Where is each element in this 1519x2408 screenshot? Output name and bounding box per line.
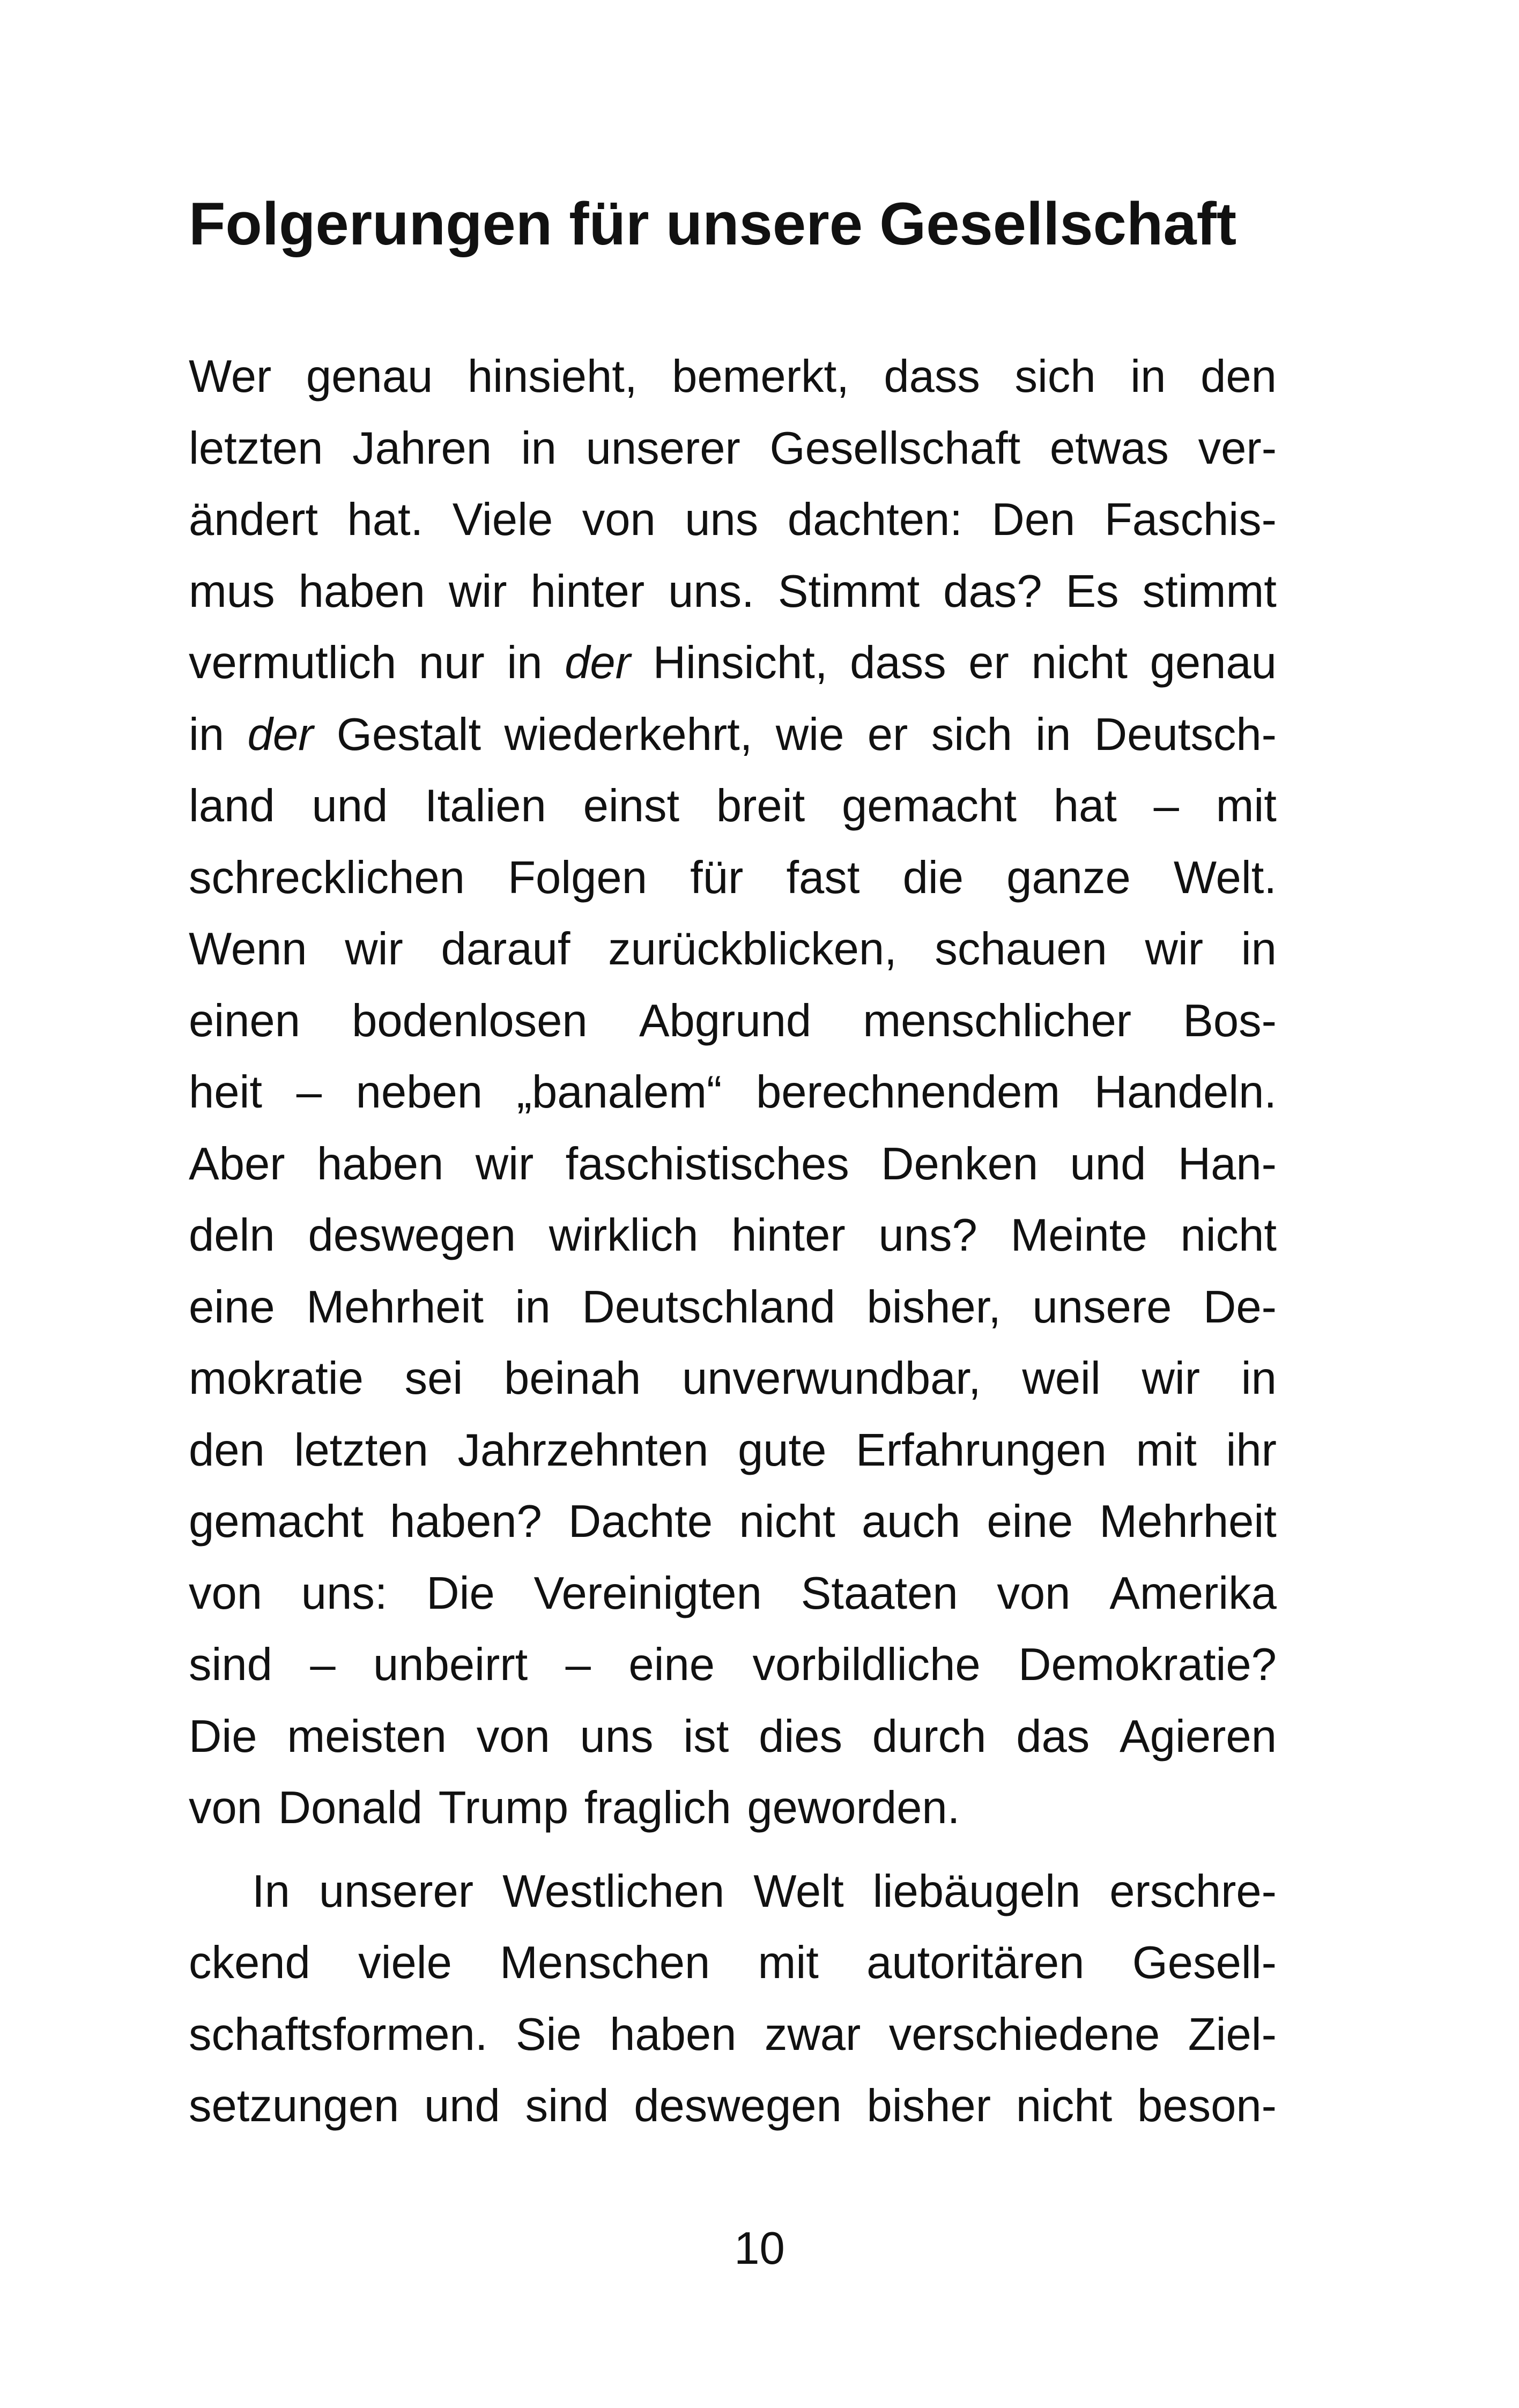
word: Dachte [568,1496,713,1547]
page-number: 10 [734,2223,785,2274]
word: deswegen [308,1210,516,1261]
text-line [189,1927,1277,1999]
text-line [189,1343,1277,1415]
word: Viele [452,494,553,545]
word: ändert [189,494,318,545]
word: in [1130,351,1166,402]
word: fraglich [584,1782,731,1833]
word: setzungen [189,2080,399,2131]
word: hat. [347,494,424,545]
word: dies [759,1711,843,1762]
word: eine [189,1281,275,1333]
word: nicht [1031,637,1128,688]
word: unsere [1032,1281,1172,1333]
word: wiederkehrt, [504,709,753,760]
word: von [189,1567,263,1619]
word: ckend [189,1937,310,1988]
word: menschlicher [863,995,1132,1046]
word: wirklich [549,1210,699,1261]
word: Welt [753,1866,844,1917]
word: schauen [935,924,1107,975]
word: Deutschland [582,1281,835,1333]
word: mit [1136,1424,1197,1476]
word: unbeirrt [373,1639,528,1690]
word: gute [737,1424,827,1476]
word: Den [991,494,1076,545]
word: sich [1014,351,1096,402]
word: haben [610,2009,737,2060]
word: erschre- [1109,1866,1277,1917]
paragraph [189,341,1277,1844]
word: Staaten [801,1567,958,1619]
word: für [690,852,744,903]
word: Bos- [1183,995,1277,1046]
word: vermutlich [189,637,397,688]
word: faschistisches [565,1138,849,1190]
word: bisher [866,2080,991,2131]
word: den [1201,351,1277,402]
word: neben [355,1067,483,1118]
word: Folgen [508,852,647,903]
text-line [189,484,1277,556]
text-line [189,1999,1277,2071]
word: meisten [287,1711,447,1762]
word: Sie [515,2009,582,2060]
word: sind [525,2080,609,2131]
word: genau [306,351,433,402]
word: Amerika [1109,1567,1277,1619]
word: einst [583,781,680,831]
word: das? [943,566,1042,617]
word: Han- [1177,1138,1277,1190]
word: dass [884,351,980,402]
word: Mehrheit [1099,1496,1277,1547]
word: wir [1145,924,1204,975]
word: heit [189,1067,263,1118]
word: stimmt [1142,566,1277,617]
text-line [189,985,1277,1057]
word: – [296,1067,322,1118]
word: beinah [504,1353,641,1404]
word: Erfahrungen [856,1424,1107,1476]
text-line [189,556,1277,628]
word: vorbildliche [752,1639,981,1690]
word: Wenn [189,924,307,975]
word: wir [345,924,403,975]
word: ist [683,1711,729,1762]
word: letzten [189,422,323,474]
word: Trump [438,1782,569,1833]
word: in [1241,1353,1277,1404]
word: berechnendem [756,1067,1061,1118]
text-line [189,1558,1277,1630]
word: Die [189,1711,257,1762]
word: deswegen [634,2080,842,2131]
word: unserer [318,1866,474,1917]
word: deln [189,1210,275,1261]
word: uns [580,1711,654,1762]
word: genau [1150,637,1277,688]
word: uns [685,494,759,545]
word: zwar [764,2009,861,2060]
word: Es [1065,566,1119,617]
word: bemerkt, [672,351,849,402]
word: hat [1053,781,1117,831]
text-line [189,1057,1277,1128]
word: in [1241,924,1277,975]
word: mus [189,566,275,617]
word: verschiedene [888,2009,1160,2060]
word: „banalem“ [516,1067,722,1118]
word: Hinsicht, [653,637,828,688]
chapter-title: Folgerungen für unsere Gesellschaft [189,190,1237,257]
word: schaftsformen. [189,2009,488,2060]
word: Gesellschaft [769,422,1021,474]
word: und [312,781,388,831]
word: Mehrheit [306,1281,484,1333]
word: durch [872,1711,987,1762]
word: ver- [1198,422,1277,474]
word: und [1070,1138,1146,1190]
word: sind [189,1639,272,1690]
word: Gestalt [336,709,481,760]
word: dass [850,637,946,688]
text-line [189,699,1277,771]
text-line [189,1272,1277,1343]
word: schrecklichen [189,852,465,903]
word: unverwundbar, [682,1353,981,1404]
text-line [189,1772,1277,1844]
word: nicht [739,1496,835,1547]
word: etwas [1049,422,1169,474]
word: letzten [294,1424,428,1476]
word: Aber [189,1138,285,1190]
word: Agieren [1120,1711,1277,1762]
word: hinsieht, [467,351,638,402]
word: eine [987,1496,1073,1547]
word: hinter [530,566,645,617]
word: nicht [1016,2080,1113,2131]
word: wir [448,566,507,617]
word: beson- [1137,2080,1277,2131]
word: nicht [1180,1210,1277,1261]
word: Meinte [1010,1210,1147,1261]
word: Westlichen [502,1866,725,1917]
word: Handeln. [1094,1067,1277,1118]
text-line [189,413,1277,485]
body-text [189,341,1277,2142]
paragraph-gap [189,1844,1277,1856]
text-line [189,627,1277,699]
word: in [1035,709,1071,760]
word: den [189,1424,265,1476]
word: zurückblicken, [608,924,897,975]
text-line [189,1200,1277,1272]
text-line [189,1415,1277,1487]
word: bisher, [866,1281,1001,1333]
word: Stimmt [777,566,920,617]
word: breit [716,781,805,831]
word: wir [1142,1353,1201,1404]
word: Abgrund [639,995,812,1046]
word: – [310,1639,336,1690]
word: der [565,637,631,688]
word: Ziel- [1188,2009,1277,2060]
word: uns. [668,566,754,617]
text-line [189,1629,1277,1701]
word: dachten: [787,494,962,545]
word: liebäugeln [872,1866,1081,1917]
text-line [189,842,1277,914]
text-line [189,913,1277,985]
word: unserer [586,422,740,474]
word: haben [316,1138,444,1190]
word: eine [628,1639,715,1690]
word: in [189,709,225,760]
word: Menschen [500,1937,710,1988]
word: geworden. [747,1782,960,1833]
word: der [247,709,314,760]
word: in [521,422,557,474]
text-line [189,1856,1277,1928]
word: Denken [881,1138,1039,1190]
word: einen [189,995,300,1046]
word: von [189,1782,263,1833]
text-line [189,770,1277,842]
word: nur [418,637,485,688]
word: Jahrzehnten [457,1424,709,1476]
word: Gesell- [1132,1937,1277,1988]
word: gemacht [841,781,1017,831]
word: In [252,1866,290,1917]
word: uns? [878,1210,977,1261]
word: Italien [425,781,546,831]
text-line [189,1701,1277,1773]
word: Deutsch- [1094,709,1277,760]
word: Donald [278,1782,423,1833]
word: Jahren [352,422,492,474]
word: hinter [731,1210,846,1261]
word: Wer [189,351,272,402]
word: die [902,852,964,903]
word: wie [775,709,844,760]
word: darauf [441,924,570,975]
paragraph [189,1856,1277,2142]
word: land [189,781,275,831]
word: mokratie [189,1353,364,1404]
text-line [189,1486,1277,1558]
word: haben? [390,1496,542,1547]
word: viele [358,1937,452,1988]
word: haben [298,566,425,617]
word: – [1153,781,1179,831]
text-line [189,2070,1277,2142]
word: ganze [1006,852,1131,903]
word: fast [786,852,860,903]
word: Faschis- [1104,494,1277,545]
word: sei [404,1353,463,1404]
word: mit [1216,781,1277,831]
word: Demokratie? [1018,1639,1277,1690]
word: er [867,709,908,760]
text-line [189,1128,1277,1200]
word: Vereinigten [533,1567,762,1619]
word: von [476,1711,550,1762]
text-line [189,341,1277,413]
word: in [515,1281,551,1333]
word: bodenlosen [352,995,588,1046]
word: autoritären [866,1937,1085,1988]
word: von [582,494,656,545]
word: ihr [1226,1424,1277,1476]
word: in [507,637,543,688]
word: wir [475,1138,534,1190]
word: Die [426,1567,495,1619]
word: er [968,637,1009,688]
word: von [997,1567,1071,1619]
word: De- [1203,1281,1277,1333]
word: auch [861,1496,961,1547]
word: und [424,2080,500,2131]
word: mit [758,1937,819,1988]
word: Welt. [1173,852,1277,903]
word: – [565,1639,591,1690]
word: das [1016,1711,1090,1762]
word: sich [931,709,1012,760]
word: gemacht [189,1496,364,1547]
word: uns: [301,1567,388,1619]
word: weil [1022,1353,1101,1404]
